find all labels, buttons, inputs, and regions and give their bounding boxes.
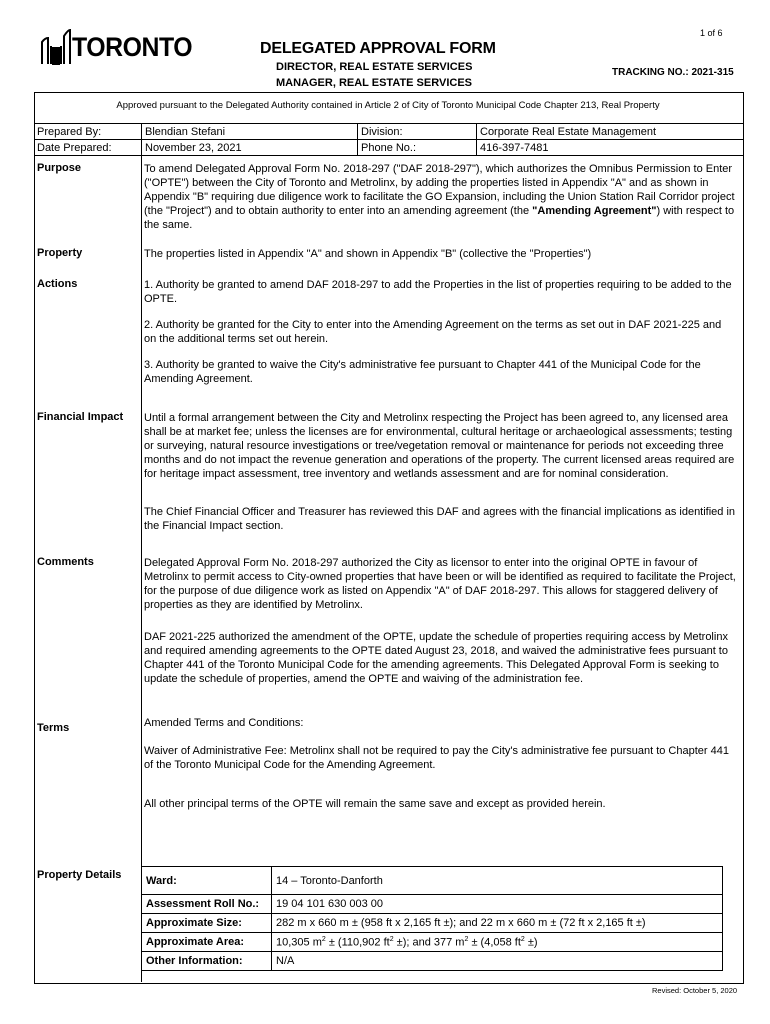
- prepared-by-label: Prepared By:: [37, 126, 102, 138]
- approximate-size-label: Approximate Size:: [142, 914, 272, 933]
- table-row: [142, 952, 723, 971]
- terms-label: Terms: [37, 722, 70, 734]
- division-label: Division:: [361, 126, 403, 138]
- prepared-by-value: Blendian Stefani: [145, 126, 226, 138]
- property-details-label: Property Details: [37, 869, 122, 881]
- property-details-table: [141, 866, 723, 971]
- date-prepared-label: Date Prepared:: [37, 142, 112, 154]
- area-superscript: 2: [389, 935, 394, 943]
- approximate-area-value: [272, 933, 723, 952]
- assessment-roll-value: 19 04 101 630 003 00: [272, 895, 723, 914]
- area-text: ±); and 377 m: [393, 936, 465, 949]
- terms-other: All other principal terms of the OPTE will remain the same save and except as provided herein.: [144, 798, 606, 810]
- table-row: [142, 933, 723, 952]
- action-2: 2. Authority be granted for the City to enter into the Amending Agreement on the terms as set out in DAF 2021-225 and on the additional terms set out herein.: [144, 319, 722, 345]
- area-text: ± (110,902 ft: [325, 936, 390, 949]
- revised-date: Revised: October 5, 2020: [652, 986, 738, 995]
- subtitle-director: DIRECTOR, REAL ESTATE SERVICES: [276, 61, 473, 73]
- area-text: ±): [524, 936, 538, 949]
- purpose-text-part: To amend Delegated Approval Form No. 2018-297 ("DAF 2018-297"), which authorizes the Omnibus Permission to Enter ("OPTE") between the City of Toronto and Metrolinx, by adding the properties listed in Appendix "A" and as shown in Appendix "B" requiring due diligence work to facilitate the GO Expansion, including the Union Station Rail Corridor project (the "Project") and to obtain authority to enter into an amending agreement (the: [144, 163, 735, 217]
- assessment-roll-label: Assessment Roll No.:: [142, 895, 272, 914]
- toronto-logo: [40, 26, 193, 70]
- tracking-number: TRACKING NO.: 2021-315: [612, 67, 734, 78]
- financial-impact-text: Until a formal arrangement between the City and Metrolinx respecting the Project has been agreed to, any licensed area shall be at market fee; unless the licenses are for environmental, cultural heritage or archaeological assessments; testing or surveying, natural resource investigations or tree/vegetation removal or maintenance for periods not exceeding three months and do not impact the revenue generation and operations of the property. The current licensed areas required are for heritage impact assessment, tree inventory and wetlands assessment and are for nominal consideration.: [144, 412, 735, 480]
- divider: [141, 155, 142, 982]
- action-3: 3. Authority be granted to waive the City's administrative fee pursuant to Chapter 441 of the Municipal Code for the Amending Agreement.: [144, 359, 701, 385]
- logo-text: TORONTO: [72, 32, 193, 62]
- division-value: Corporate Real Estate Management: [480, 126, 657, 138]
- property-label: Property: [37, 247, 83, 259]
- subtitle-manager: MANAGER, REAL ESTATE SERVICES: [276, 77, 472, 89]
- approximate-area-label: Approximate Area:: [142, 933, 272, 952]
- table-row: [142, 867, 723, 895]
- other-information-label: Other Information:: [142, 952, 272, 971]
- table-row: [142, 914, 723, 933]
- purpose-label: Purpose: [37, 162, 82, 174]
- divider: [476, 123, 477, 155]
- area-text: ± (4,058 ft: [468, 936, 521, 949]
- property-text: The properties listed in Appendix "A" and shown in Appendix "B" (collective the "Properties"): [144, 248, 592, 260]
- area-text: 10,305 m: [276, 936, 322, 949]
- purpose-text-part: ) with respect to the same.: [144, 205, 735, 231]
- comments-text-2: DAF 2021-225 authorized the amendment of the OPTE, update the schedule of properties requiring access by Metrolinx and required amending agreements to the OPTE dated August 23, 2018, and waived the administrative fees pursuant to Chapter 441 of the Toronto Municipal Code for the amending agreements. This Delegated Approval Form is seeking to update the schedule of properties, amend the OPTE and waiving of the administration fee.: [144, 631, 728, 685]
- actions-label: Actions: [37, 278, 78, 290]
- terms-fee-waiver: Waiver of Administrative Fee: Metrolinx shall not be required to pay the City's administrative fee pursuant to Chapter 441 of the Toronto Municipal Code for the Amending Agreement.: [144, 745, 729, 771]
- page-indicator: 1 of 6: [700, 28, 723, 38]
- action-1: 1. Authority be granted to amend DAF 2018-297 to add the Properties in the list of properties requiring to be added to the OPTE.: [144, 279, 732, 305]
- area-superscript: 2: [321, 935, 326, 943]
- terms-heading: Amended Terms and Conditions:: [144, 717, 304, 729]
- financial-impact-label: Financial Impact: [37, 411, 124, 423]
- divider: [357, 123, 358, 155]
- date-prepared-value: November 23, 2021: [145, 142, 242, 154]
- purpose-text: [144, 162, 736, 232]
- comments-label: Comments: [37, 556, 94, 568]
- form-title: DELEGATED APPROVAL FORM: [260, 40, 496, 57]
- divider: [141, 123, 142, 155]
- purpose-text-bold: "Amending Agreement": [532, 205, 657, 217]
- ward-label: Ward:: [142, 867, 272, 895]
- phone-value: 416-397-7481: [480, 142, 549, 154]
- city-hall-icon: [40, 26, 72, 66]
- approved-note: Approved pursuant to the Delegated Authority contained in Article 2 of City of Toronto Municipal Code Chapter 213, Real Property: [116, 100, 660, 111]
- approximate-size-value: 282 m x 660 m ± (958 ft x 2,165 ft ±); and 22 m x 660 m ± (72 ft x 2,165 ft ±): [272, 914, 723, 933]
- financial-impact-cfo-note: The Chief Financial Officer and Treasurer has reviewed this DAF and agrees with the financial implications as identified in the Financial Impact section.: [144, 506, 736, 532]
- table-row: [142, 895, 723, 914]
- phone-label: Phone No.:: [361, 142, 417, 154]
- other-information-value: N/A: [272, 952, 723, 971]
- comments-text-1: Delegated Approval Form No. 2018-297 authorized the City as licensor to enter into the original OPTE in favour of Metrolinx to permit access to City-owned properties that have been or will be identified as required to facilitate the Project, for the purpose of due diligence work as listed on Appendix "A" of DAF 2018-297. This allows for staggered delivery of properties as they are identified by Metrolinx.: [144, 557, 736, 611]
- area-superscript: 2: [520, 935, 525, 943]
- area-superscript: 2: [464, 935, 469, 943]
- ward-value: 14 – Toronto-Danforth: [272, 867, 723, 895]
